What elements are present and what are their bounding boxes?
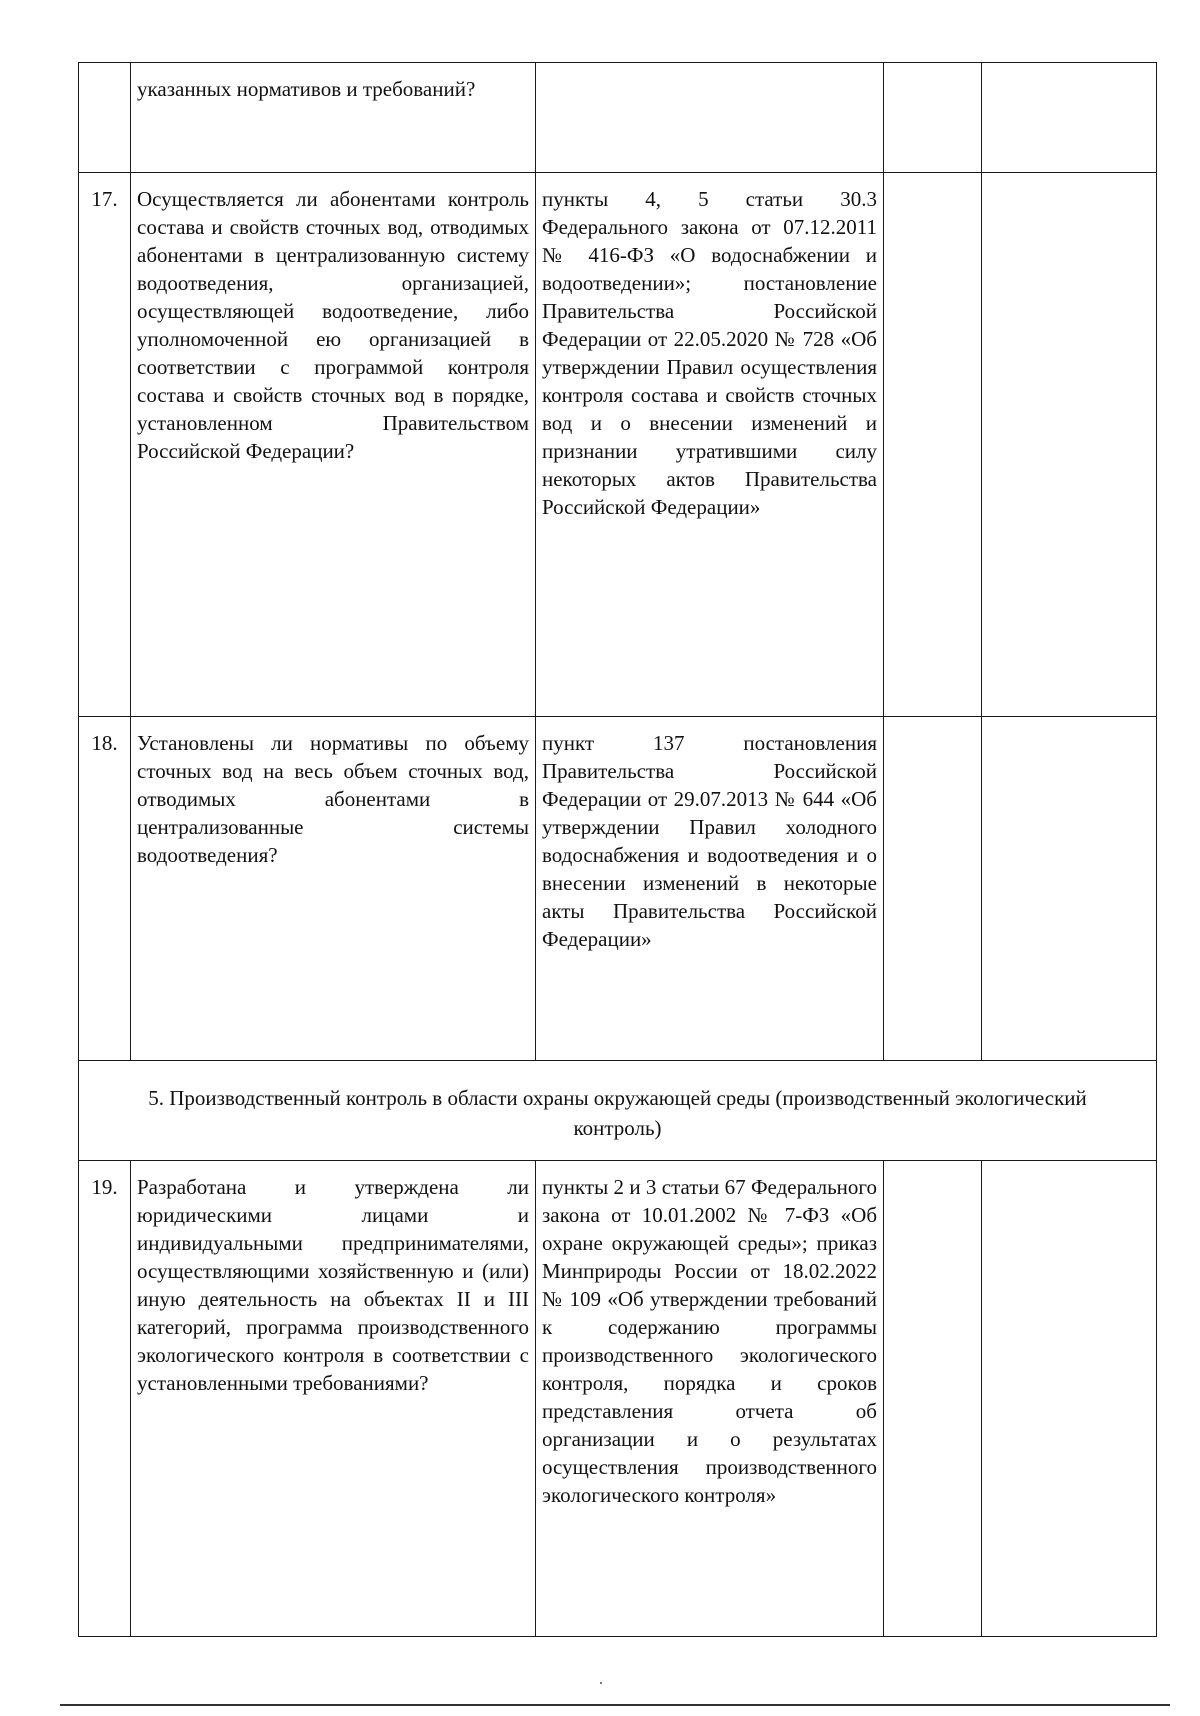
reference-cell: пункты 4, 5 статьи 30.3 Федерального закона от 07.12.2011 № 416-ФЗ «О водоснабжении и водоотведении»; постановление Правительства Российской Федерации от 22.05.2020 № 728 «Об утверждении Правил осуществления контроля состава и свойств сточных вод и о внесении изменений и признании утратившими силу некоторых актов Правительства Российской Федерации» [536,173,884,717]
row-number: 18. [79,717,131,1061]
answer-cell [884,1161,982,1637]
scan-speck [600,1682,602,1684]
page-bottom-rule [60,1704,1170,1706]
answer-cell [884,173,982,717]
note-cell [982,173,1157,717]
reference-cell: пункт 137 постановления Правительства Российской Федерации от 29.07.2013 № 644 «Об утверждении Правил холодного водоснабжения и водоотведения и о внесении изменений в некоторые акты Правительства Российской Федерации» [536,717,884,1061]
row-number: 17. [79,173,131,717]
table-row [79,717,1157,1061]
section-row [79,1061,1157,1161]
reference-cell [536,63,884,173]
question-cell: Установлены ли нормативы по объему сточных вод на весь объем сточных вод, отводимых абонентами в централизованные системы водоотведения? [131,717,536,1061]
question-cell: Осуществляется ли абонентами контроль состава и свойств сточных вод, отводимых абонентами в централизованную систему водоотведения, организацией, осуществляющей водоотведение, либо уполномоченной ею организацией в соответствии с программой контроля состава и свойств сточных вод в порядке, установленном Правительством Российской Федерации? [131,173,536,717]
reference-cell: пункты 2 и 3 статьи 67 Федерального закона от 10.01.2002 № 7-ФЗ «Об охране окружающей среды»; приказ Минприроды России от 18.02.2022 № 109 «Об утверждении требований к содержанию программы производственного экологического контроля, порядка и сроков представления отчета об организации и о результатах осуществления производственного экологического контроля» [536,1161,884,1637]
note-cell [982,63,1157,173]
answer-cell [884,717,982,1061]
table-row [79,173,1157,717]
table-row [79,1161,1157,1637]
section-title: 5. Производственный контроль в области охраны окружающей среды (производственный экологический контроль) [79,1061,1157,1161]
checklist-table [78,62,1157,1637]
question-cell: указанных нормативов и требований? [131,63,536,173]
row-number [79,63,131,173]
answer-cell [884,63,982,173]
note-cell [982,717,1157,1061]
note-cell [982,1161,1157,1637]
table-row [79,63,1157,173]
row-number: 19. [79,1161,131,1637]
question-cell: Разработана и утверждена ли юридическими лицами и индивидуальными предпринимателями, осуществляющими хозяйственную и (или) иную деятельность на объектах II и III категорий, программа производственного экологического контроля в соответствии с установленными требованиями? [131,1161,536,1637]
